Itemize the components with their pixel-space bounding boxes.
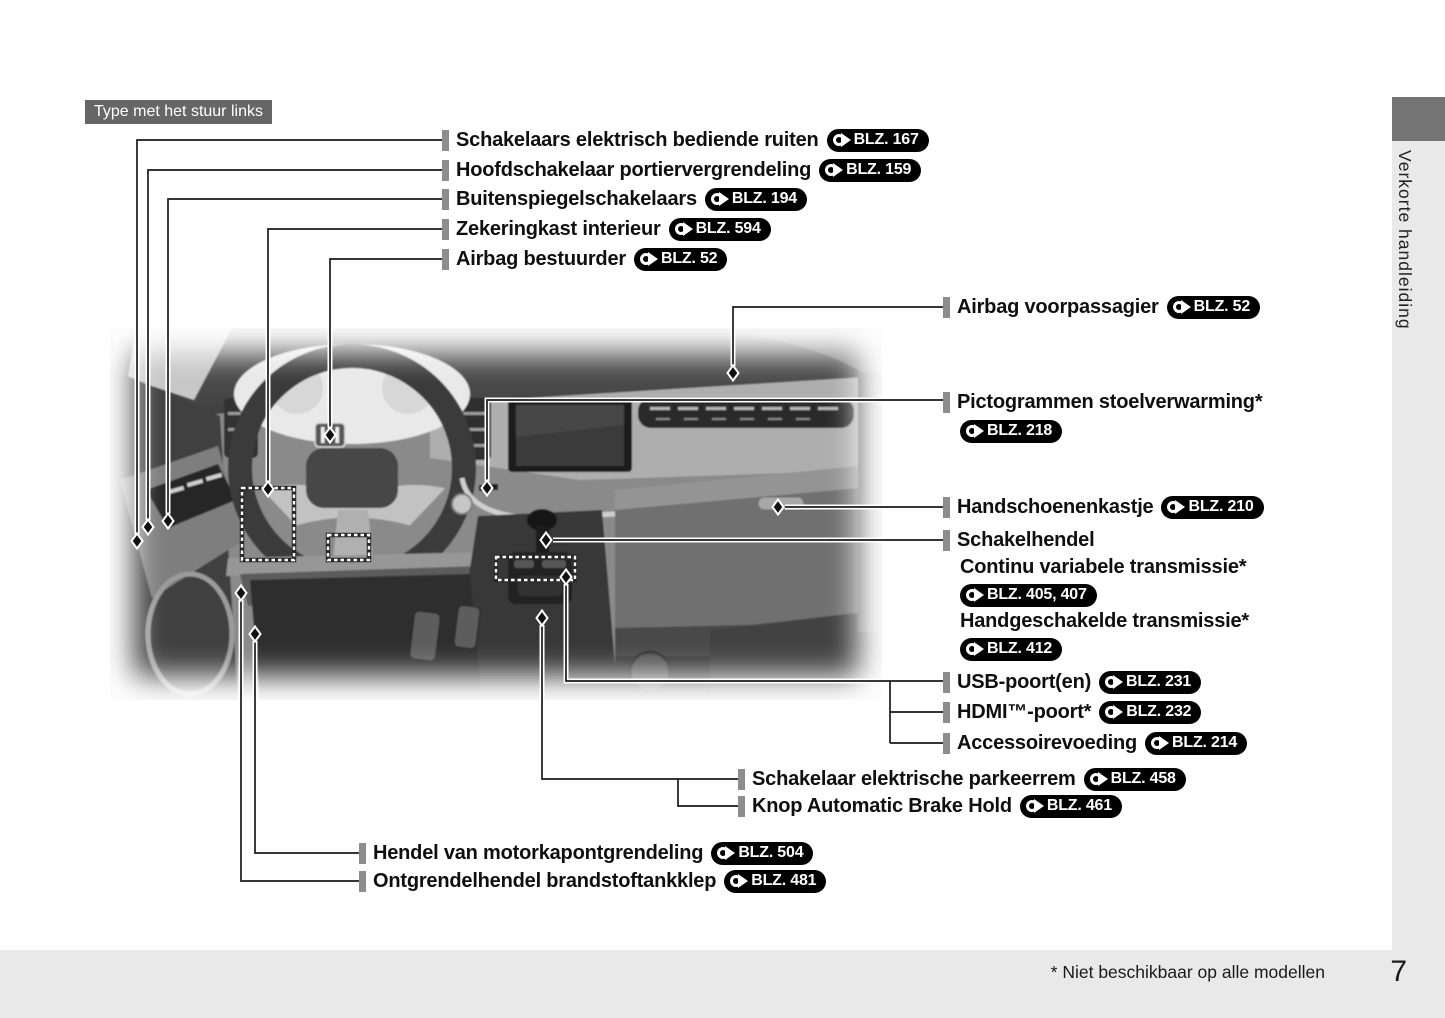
page-ref-text: BLZ. 412: [987, 640, 1053, 657]
page-ref-pill[interactable]: [1084, 768, 1186, 791]
callout-mirror-switches: [442, 186, 807, 212]
callout-bar: [943, 497, 950, 518]
page-ref-pill[interactable]: [1099, 671, 1201, 694]
arrow-icon: [966, 588, 984, 602]
callout-bar: [442, 249, 449, 270]
callout-bar: [442, 130, 449, 151]
sidebar-chapter-title: Verkorte handleiding: [1395, 150, 1415, 330]
callout-bar: [943, 392, 950, 413]
page-ref-pill[interactable]: [960, 584, 1097, 607]
callout-label: Handgeschakelde transmissie*: [960, 610, 1249, 632]
page-ref-text: BLZ. 481: [751, 872, 817, 889]
callout-label: Buitenspiegelschakelaars: [456, 188, 697, 210]
arrow-icon: [966, 642, 984, 656]
callout-label: Accessoirevoeding: [957, 732, 1138, 754]
callout-seat-heating-ref: [960, 418, 1062, 444]
arrow-icon: [966, 424, 984, 438]
dashboard-illustration: [110, 328, 882, 700]
page-ref-pill[interactable]: [1020, 795, 1122, 818]
callout-label: USB-poort(en): [957, 671, 1092, 693]
callout-bar: [943, 733, 950, 754]
callout-power-windows: [442, 127, 929, 153]
callout-bar: [738, 769, 745, 790]
callout-fuel-flap-release: [359, 868, 826, 894]
page-ref-pill[interactable]: [960, 420, 1062, 443]
callout-label: Schakelaar elektrische parkeerrem: [752, 768, 1076, 790]
callout-cvt-ref: [960, 582, 1097, 608]
callout-label: Hoofdschakelaar portiervergrendeling: [456, 159, 812, 181]
variant-tag: Type met het stuur links: [85, 100, 272, 124]
page-ref-text: BLZ. 194: [731, 190, 797, 207]
callout-brake-hold: [738, 793, 1122, 819]
page-ref-pill[interactable]: [1099, 701, 1201, 724]
callout-label: Hendel van motorkapontgrendeling: [373, 842, 704, 864]
callout-bar: [442, 160, 449, 181]
callout-label: Airbag bestuurder: [456, 248, 626, 270]
arrow-icon: [1173, 300, 1191, 314]
page-ref-pill[interactable]: [827, 129, 929, 152]
sidebar-chapter-tab: [1392, 97, 1445, 141]
page-ref-text: BLZ. 594: [695, 220, 761, 237]
arrow-icon: [1026, 799, 1044, 813]
callout-manual-transmission-ref: [960, 636, 1062, 662]
callout-label: Handschoenenkastje: [957, 496, 1154, 518]
page-ref-text: BLZ. 214: [1172, 734, 1238, 751]
callout-bar: [943, 530, 950, 551]
page-ref-text: BLZ. 167: [853, 131, 919, 148]
page-ref-text: BLZ. 504: [738, 844, 804, 861]
callout-label: Schakelhendel: [957, 529, 1095, 551]
callout-seat-heating: [943, 389, 1270, 415]
page-ref-text: BLZ. 210: [1188, 498, 1254, 515]
page-ref-pill[interactable]: [1161, 496, 1263, 519]
callout-bar: [442, 189, 449, 210]
callout-bar: [442, 219, 449, 240]
page-ref-text: BLZ. 458: [1110, 770, 1176, 787]
callout-parking-brake: [738, 766, 1186, 792]
arrow-icon: [675, 222, 693, 236]
callout-label: Zekeringkast interieur: [456, 218, 661, 240]
footer-band: [0, 950, 1445, 1018]
page-ref-pill[interactable]: [1145, 732, 1247, 755]
arrow-icon: [640, 252, 658, 266]
arrow-icon: [711, 192, 729, 206]
arrow-icon: [1167, 500, 1185, 514]
callout-door-lock-master: [442, 157, 921, 183]
callout-accessory-power: [943, 730, 1247, 756]
page-ref-text: BLZ. 231: [1126, 673, 1192, 690]
callout-label: Ontgrendelhendel brandstoftankklep: [373, 870, 717, 892]
page-ref-text: BLZ. 218: [987, 422, 1053, 439]
page-ref-text: BLZ. 52: [1193, 298, 1251, 315]
callout-hood-release: [359, 840, 813, 866]
callout-bar: [359, 843, 366, 864]
page-ref-text: BLZ. 159: [846, 161, 912, 178]
page-ref-pill[interactable]: [724, 870, 826, 893]
callout-bar: [738, 796, 745, 817]
page-ref-pill[interactable]: [705, 188, 807, 211]
callout-manual-transmission: [960, 608, 1257, 634]
callout-glovebox: [943, 494, 1264, 520]
arrow-icon: [825, 163, 843, 177]
callout-fuse-box: [442, 216, 771, 242]
page-ref-pill[interactable]: [711, 842, 813, 865]
callout-label: Airbag voorpassagier: [957, 296, 1159, 318]
page-ref-pill[interactable]: [634, 248, 727, 271]
footnote: * Niet beschikbaar op alle modellen: [1050, 962, 1325, 982]
callout-passenger-airbag: [943, 294, 1260, 320]
page-ref-text: BLZ. 232: [1126, 703, 1192, 720]
callout-label: Knop Automatic Brake Hold: [752, 795, 1012, 817]
page-ref-text: BLZ. 405, 407: [987, 586, 1087, 603]
arrow-icon: [1105, 675, 1123, 689]
callout-cvt: [960, 554, 1254, 580]
arrow-icon: [730, 874, 748, 888]
callout-hdmi-port: [943, 699, 1201, 725]
arrow-icon: [1105, 705, 1123, 719]
page-ref-pill[interactable]: [819, 159, 921, 182]
dashboard-photo: [110, 328, 882, 700]
callout-driver-airbag: [442, 246, 727, 272]
callout-bar: [943, 672, 950, 693]
page-ref-pill[interactable]: [960, 638, 1062, 661]
callout-shift-lever: [943, 527, 1102, 553]
arrow-icon: [1151, 736, 1169, 750]
arrow-icon: [717, 846, 735, 860]
page-number: 7: [1390, 955, 1407, 988]
page-ref-pill[interactable]: [1167, 296, 1260, 319]
callout-usb-ports: [943, 669, 1201, 695]
page-ref-text: BLZ. 461: [1046, 797, 1112, 814]
arrow-icon: [1090, 772, 1108, 786]
callout-label: HDMI™-poort*: [957, 701, 1092, 723]
callout-bar: [359, 871, 366, 892]
callout-bar: [943, 297, 950, 318]
callout-bar: [943, 702, 950, 723]
callout-label: Schakelaars elektrisch bediende ruiten: [456, 129, 819, 151]
page-ref-text: BLZ. 52: [660, 250, 718, 267]
callout-label: Continu variabele transmissie*: [960, 556, 1247, 578]
arrow-icon: [833, 133, 851, 147]
page-ref-pill[interactable]: [669, 218, 771, 241]
callout-label: Pictogrammen stoelverwarming*: [957, 391, 1263, 413]
